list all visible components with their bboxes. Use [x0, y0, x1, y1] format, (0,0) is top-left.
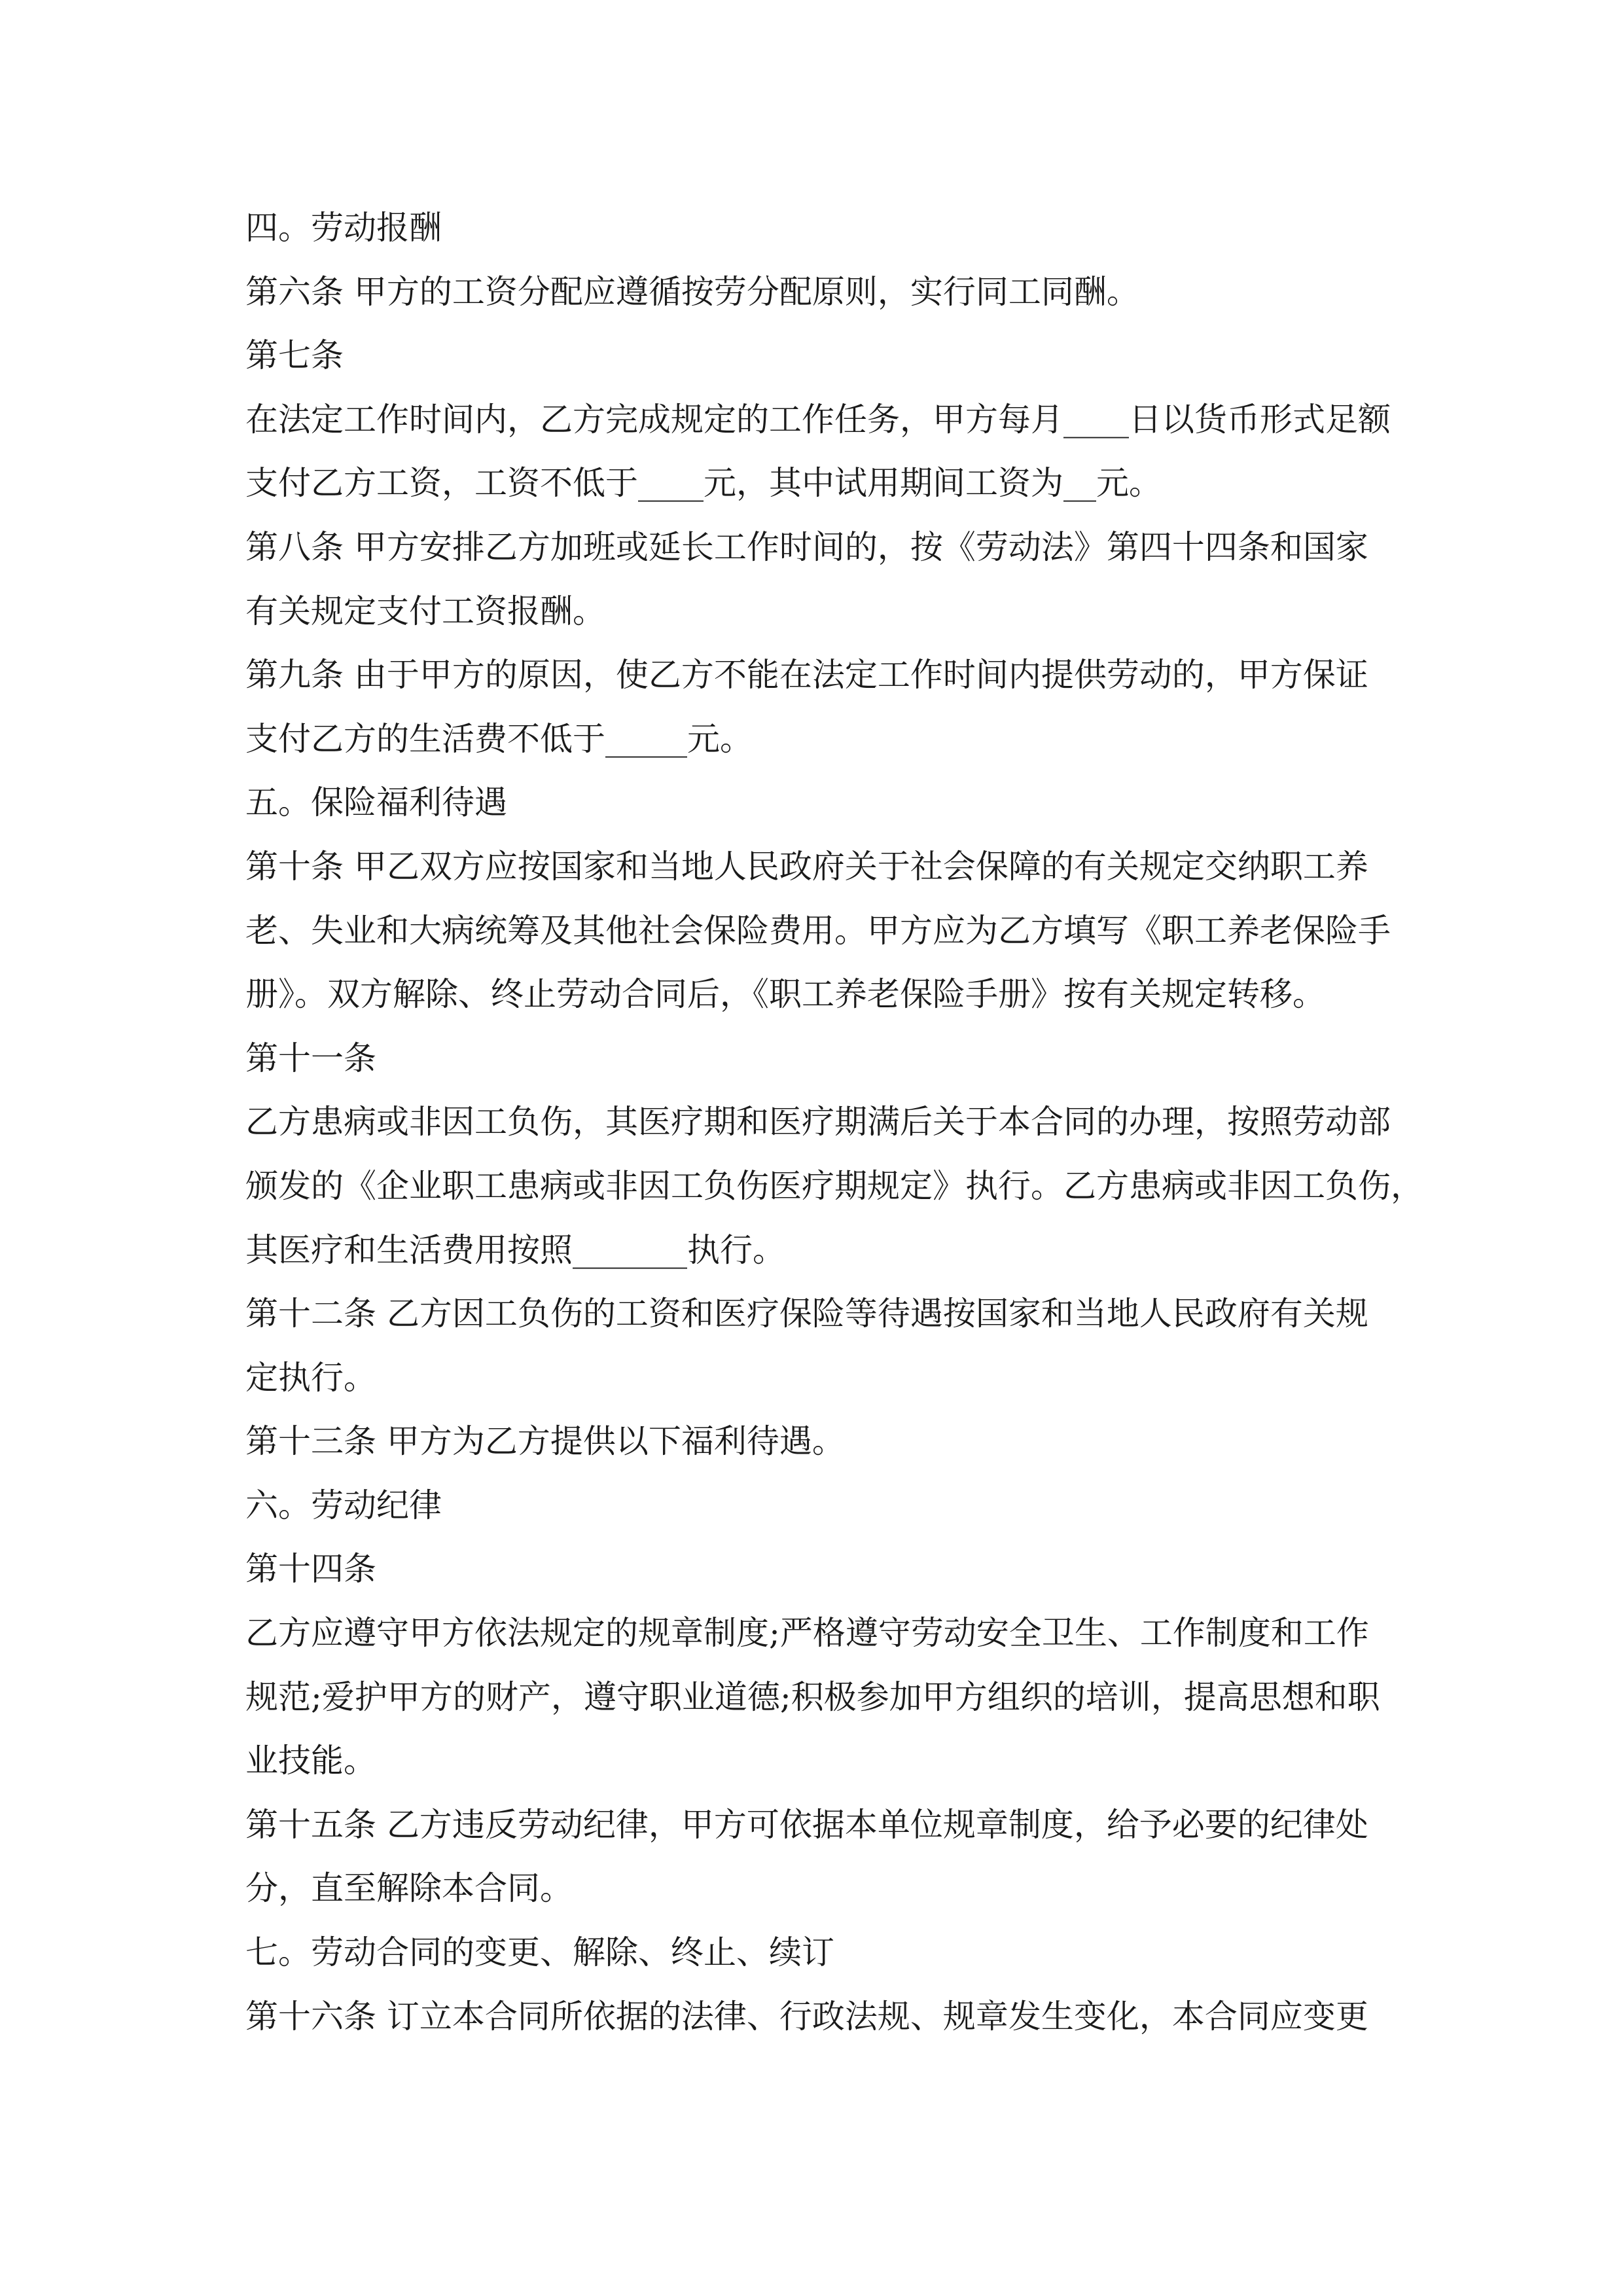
- article-14-line-1: 乙方应遵守甲方依法规定的规章制度;严格遵守劳动安全卫生、工作制度和工作: [245, 1614, 1369, 1653]
- article-11-line-1: 乙方患病或非因工负伤，其医疗期和医疗期满后关于本合同的办理，按照劳动部: [245, 1103, 1391, 1141]
- article-12-line-1: 第十二条 乙方因工负伤的工资和医疗保险等待遇按国家和当地人民政府有关规: [245, 1295, 1368, 1333]
- section-heading-5: 五。保险福利待遇: [245, 783, 507, 822]
- article-11-line-2: 颁发的《企业职工患病或非因工负伤医疗期规定》执行。乙方患病或非因工负伤，: [245, 1166, 1423, 1205]
- section-heading-7: 七。劳动合同的变更、解除、终止、续订: [245, 1933, 834, 1972]
- article-14-title: 第十四条: [245, 1550, 376, 1588]
- article-7-line-1: 在法定工作时间内，乙方完成规定的工作任务，甲方每月____日以货币形式足额: [245, 400, 1391, 439]
- article-9-line-2: 支付乙方的生活费不低于_____元。: [245, 719, 753, 758]
- article-8-line-2: 有关规定支付工资报酬。: [245, 592, 605, 630]
- section-heading-4: 四。劳动报酬: [245, 209, 442, 247]
- document-body: [245, 196, 1423, 2049]
- section-heading-6: 六。劳动纪律: [245, 1486, 442, 1524]
- article-6: 第六条 甲方的工资分配应遵循按劳分配原则，实行同工同酬。: [245, 272, 1139, 311]
- article-14-line-2: 规范;爱护甲方的财产，遵守职业道德;积极参加甲方组织的培训，提高思想和职: [245, 1677, 1380, 1716]
- article-9-line-1: 第九条 由于甲方的原因，使乙方不能在法定工作时间内提供劳动的，甲方保证: [245, 656, 1368, 694]
- article-11-title: 第十一条: [245, 1039, 376, 1077]
- article-16-line-1: 第十六条 订立本合同所依据的法律、行政法规、规章发生变化，本合同应变更: [245, 1997, 1368, 2036]
- article-8-line-1: 第八条 甲方安排乙方加班或延长工作时间的，按《劳动法》第四十四条和国家: [245, 528, 1368, 566]
- article-10-line-3: 册》。双方解除、终止劳动合同后，《职工养老保险手册》按有关规定转移。: [245, 975, 1325, 1014]
- article-7-title: 第七条: [245, 336, 344, 375]
- article-7-line-2: 支付乙方工资，工资不低于____元，其中试用期间工资为__元。: [245, 464, 1162, 503]
- article-10-line-2: 老、失业和大病统筹及其他社会保险费用。甲方应为乙方填写《职工养老保险手: [245, 911, 1391, 950]
- article-15-line-1: 第十五条 乙方违反劳动纪律，甲方可依据本单位规章制度，给予必要的纪律处: [245, 1805, 1368, 1844]
- article-12-line-2: 定执行。: [245, 1358, 376, 1397]
- article-14-line-3: 业技能。: [245, 1742, 376, 1780]
- article-15-line-2: 分，直至解除本合同。: [245, 1869, 573, 1908]
- article-11-line-3: 其医疗和生活费用按照_______执行。: [245, 1230, 785, 1269]
- article-10-line-1: 第十条 甲乙双方应按国家和当地人民政府关于社会保障的有关规定交纳职工养: [245, 847, 1368, 886]
- article-13: 第十三条 甲方为乙方提供以下福利待遇。: [245, 1422, 845, 1461]
